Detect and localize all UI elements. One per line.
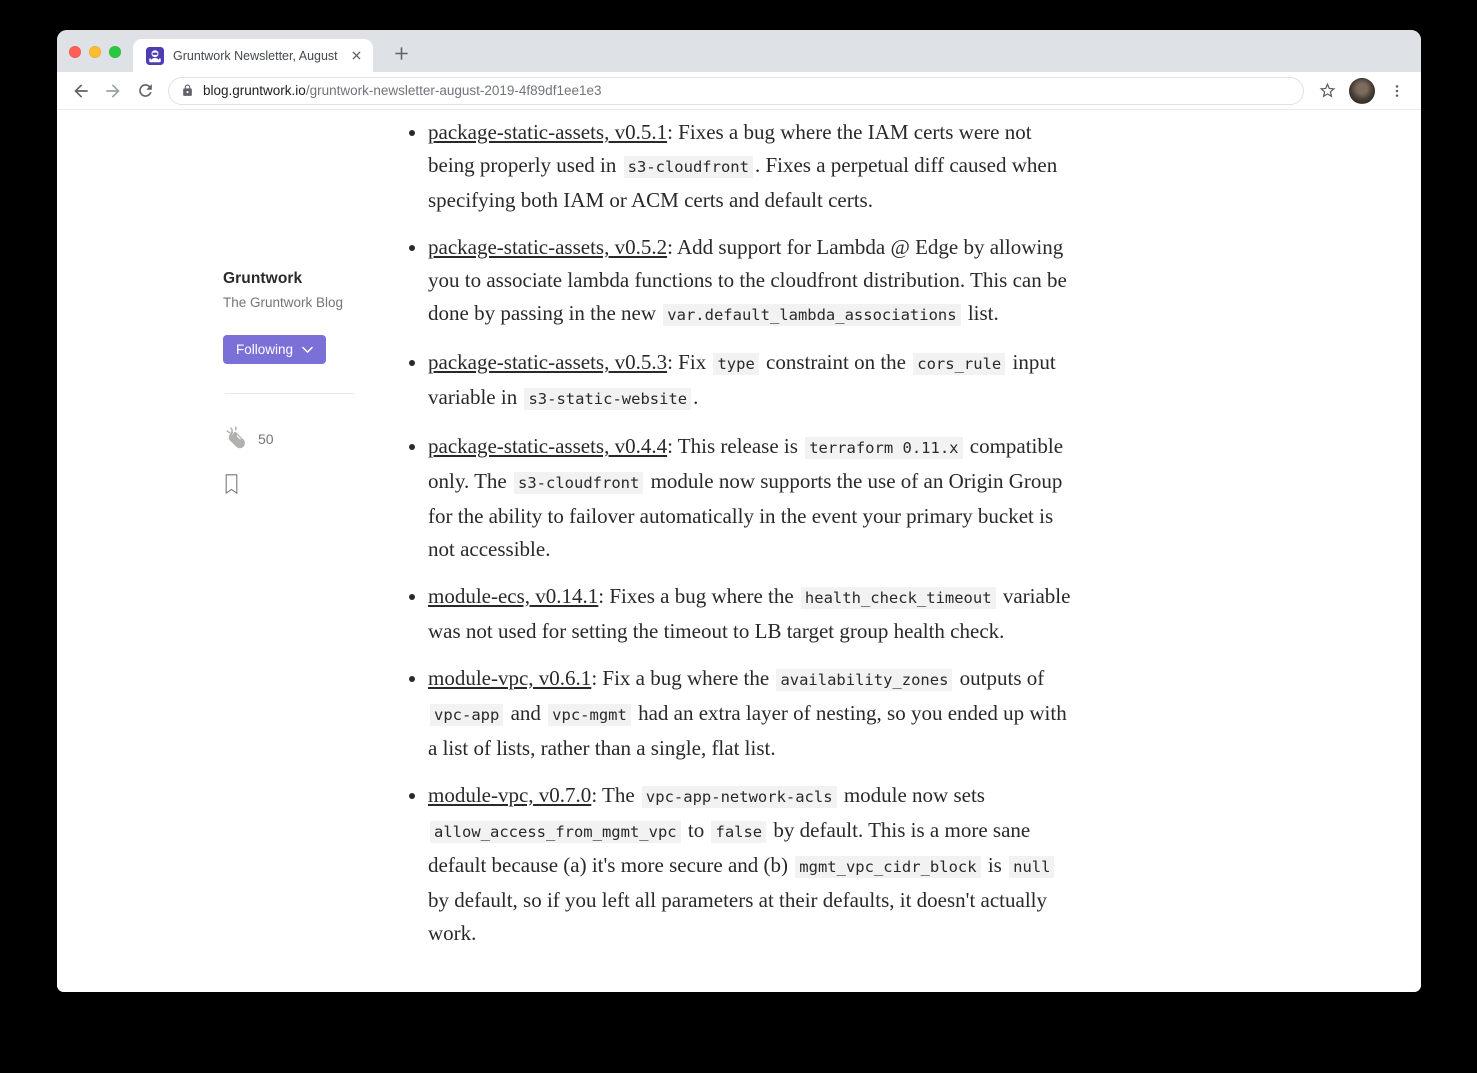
tab-title: Gruntwork Newsletter, August: [173, 48, 338, 63]
close-window-button[interactable]: [69, 46, 81, 58]
release-note-item: • module-ecs, v0.14.1: Fixes a bug where the health_check_timeout variable was not used for setting the timeout to LB target group health check.: [428, 580, 1078, 648]
chevron-down-icon: [302, 346, 313, 354]
release-link[interactable]: module-vpc, v0.6.1: [428, 666, 592, 690]
code-span: type: [713, 353, 758, 375]
code-span: vpc-app-network-acls: [642, 786, 837, 808]
release-note-item: • package-static-assets, v0.5.3: Fix type constraint on the cors_rule input variable in s3-static-website .: [428, 346, 1078, 416]
code-span: vpc-app: [430, 704, 503, 726]
following-button[interactable]: [223, 335, 326, 364]
bookmark-icon: [223, 473, 355, 495]
page-content: [57, 110, 1421, 992]
release-note-item: • package-static-assets, v0.5.1: Fixes a bug where the IAM certs were not being properly used in s3-cloudfront . Fixes a perpetual diff caused when specifying both IAM or ACM certs and default certs.: [428, 116, 1078, 217]
browser-tab[interactable]: [133, 39, 373, 72]
arrow-left-icon: [71, 81, 91, 101]
release-link[interactable]: package-static-assets, v0.4.4: [428, 434, 668, 458]
code-span: mgmt_vpc_cidr_block: [795, 856, 980, 878]
browser-menu-button[interactable]: [1383, 77, 1411, 105]
release-note-item: • module-vpc, v0.6.1: Fix a bug where the availability_zones outputs of vpc-app and vpc-mgmt had an extra layer of nesting, so you ended up with a list of lists, rather than a single, flat list.: [428, 662, 1078, 765]
gruntwork-favicon-icon: [146, 47, 164, 65]
publication-sidebar: [223, 270, 355, 495]
release-note-item: • module-vpc, v0.7.0: The vpc-app-network-acls module now sets allow_access_from_mgmt_vpc to false by default. This is a more sane default because (a) it's more secure and (b) mgmt_vpc_cidr_block is null by default, so if you left all parameters at their defaults, it doesn't actually work.: [428, 779, 1078, 950]
url-host: blog.gruntwork.io: [203, 83, 306, 98]
window-controls: [69, 46, 121, 58]
release-link[interactable]: package-static-assets, v0.5.3: [428, 350, 668, 374]
release-link[interactable]: package-static-assets, v0.5.1: [428, 120, 668, 144]
release-note-item: • package-static-assets, v0.5.2: Add support for Lambda @ Edge by allowing you to associate lambda functions to the cloudfront distribution. This can be done by passing in the new var.default_lambda_associations list.: [428, 231, 1078, 332]
tab-strip: [57, 30, 1421, 72]
url-path: /gruntwork-newsletter-august-2019-4f89df1ee1e3: [305, 83, 602, 98]
minimize-window-button[interactable]: [89, 46, 101, 58]
code-span: var.default_lambda_associations: [663, 304, 960, 326]
plus-icon: [394, 46, 409, 61]
tab-close-icon[interactable]: [347, 47, 365, 65]
zoom-window-button[interactable]: [109, 46, 121, 58]
publication-name: Gruntwork: [223, 270, 303, 287]
release-link[interactable]: package-static-assets, v0.5.2: [428, 235, 668, 259]
code-span: vpc-mgmt: [548, 704, 631, 726]
code-span: false: [711, 821, 766, 843]
back-button[interactable]: [67, 77, 95, 105]
clap-count-row: [223, 425, 355, 452]
url-bar[interactable]: [168, 77, 1304, 105]
arrow-right-icon: [103, 81, 123, 101]
profile-avatar[interactable]: [1349, 78, 1375, 104]
reload-button[interactable]: [131, 77, 159, 105]
clap-count: 50: [258, 430, 274, 447]
star-icon: [1318, 81, 1337, 100]
release-note-item: • package-static-assets, v0.4.4: This release is terraform 0.11.x compatible only. The s3-cloudfront module now supports the use of an Origin Group for the ability to failover automatically in the event your primary bucket is not accessible.: [428, 430, 1078, 566]
forward-button[interactable]: [99, 77, 127, 105]
code-span: s3-cloudfront: [514, 472, 643, 494]
browser-toolbar: [57, 72, 1421, 110]
browser-window: [57, 30, 1421, 992]
code-span: cors_rule: [913, 353, 1005, 375]
following-button-label: Following: [236, 342, 294, 357]
kebab-menu-icon: [1389, 83, 1405, 99]
new-tab-button[interactable]: [388, 40, 415, 67]
bookmark-star-button[interactable]: [1313, 77, 1341, 105]
code-span: null: [1009, 856, 1054, 878]
reload-icon: [136, 81, 155, 100]
article-body: [410, 110, 1078, 950]
code-span: availability_zones: [776, 669, 952, 691]
release-notes-list: [410, 116, 1078, 950]
release-link[interactable]: module-vpc, v0.7.0: [428, 783, 592, 807]
lock-icon: [181, 83, 194, 98]
publication-subtitle: The Gruntwork Blog: [223, 295, 344, 310]
bookmark-button[interactable]: [223, 473, 355, 495]
sidebar-divider: [225, 393, 354, 394]
clap-icon[interactable]: [223, 425, 250, 452]
code-span: s3-static-website: [524, 388, 691, 410]
code-span: health_check_timeout: [801, 587, 996, 609]
code-span: terraform 0.11.x: [805, 437, 962, 459]
code-span: allow_access_from_mgmt_vpc: [430, 821, 681, 843]
code-span: s3-cloudfront: [624, 156, 753, 178]
release-link[interactable]: module-ecs, v0.14.1: [428, 584, 599, 608]
